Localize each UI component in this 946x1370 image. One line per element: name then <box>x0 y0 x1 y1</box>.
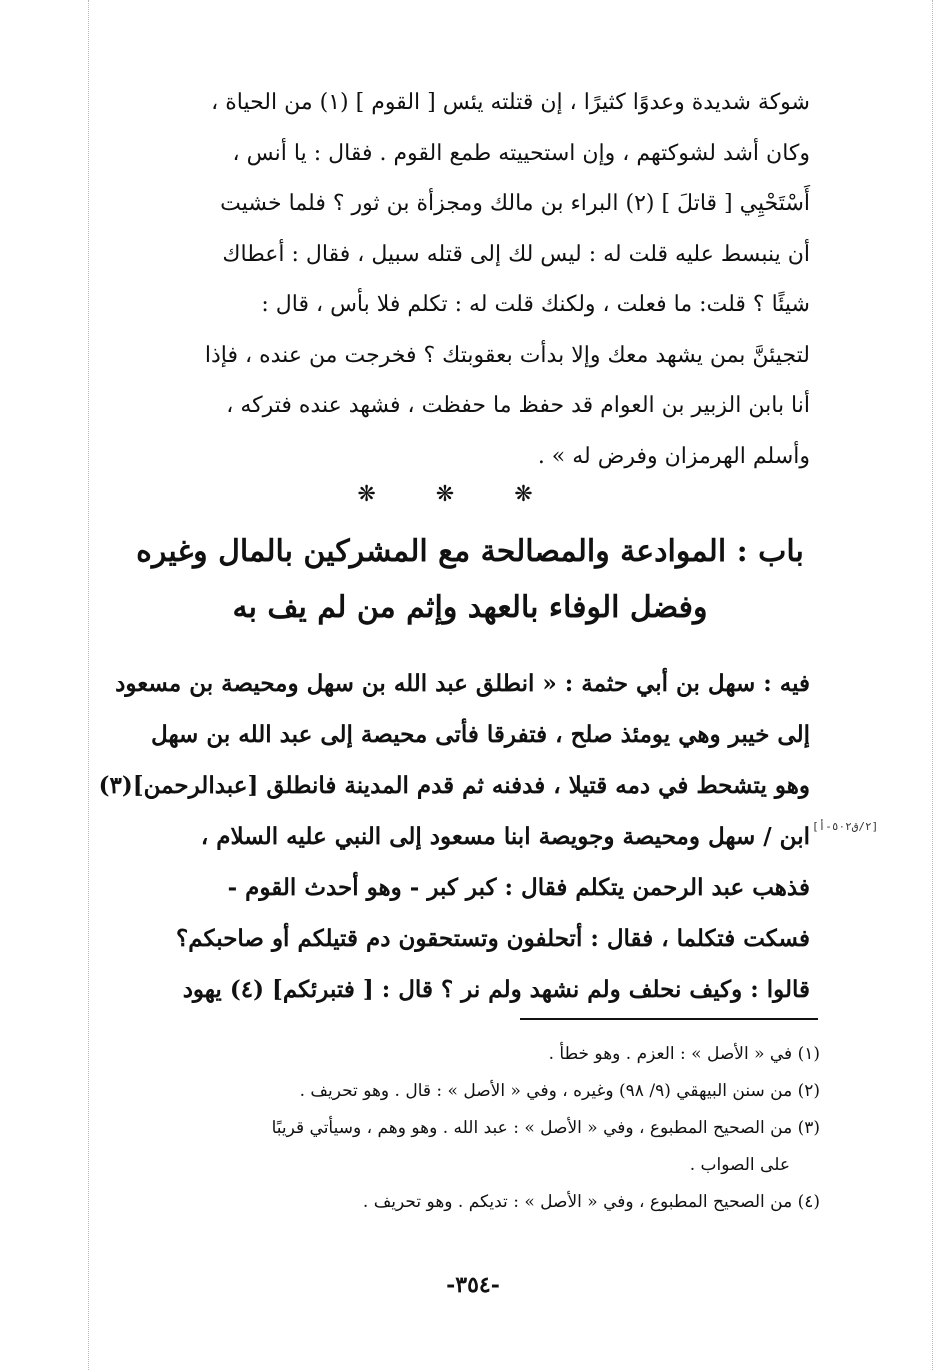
text-line: لتجيئنَّ بمن يشهد معك وإلا بدأت بعقوبتك ؟ فخرجت من عنده ، فإذا <box>204 342 810 368</box>
chapter-heading-line-2: وفضل الوفاء بالعهد وإثم من لم يف به <box>232 590 708 625</box>
footnote: (٣) من الصحيح المطبوع ، وفي « الأصل » : عبد الله . وهو وهم ، وسيأتي قريبًا <box>271 1118 820 1138</box>
section-separator: ❋❋❋ <box>357 482 593 507</box>
footnote: (١) في « الأصل » : العزم . وهو خطأ . <box>548 1044 820 1064</box>
text-line: وكان أشد لشوكتهم ، وإن استحييته طمع القوم . فقال : يا أنس ، <box>232 140 810 166</box>
text-line: أَسْتَحْيِي [ قاتلَ ] (٢) البراء بن مالك ومجزأة بن ثور ؟ فلما خشيت <box>220 191 810 216</box>
footnotes <box>130 1036 820 1221</box>
text-line: إلى خيبر وهي يومئذ صلح ، فتفرقا فأتى محيصة إلى عبد الله بن سهل <box>151 721 810 748</box>
text-line: أنا بابن الزبير بن العوام قد حفظ ما حفظت ، فشهد عنده فتركه ، <box>226 393 810 418</box>
footnote-divider <box>520 1018 818 1020</box>
text-line: فذهب عبد الرحمن يتكلم فقال : كبر كبر - وهو أحدث القوم - <box>227 874 810 901</box>
text-line: وهو يتشحط في دمه قتيلا ، فدفنه ثم قدم المدينة فانطلق [عبدالرحمن](٣) <box>98 772 810 799</box>
footnote: (٢) من سنن البيهقي (٩/ ٩٨) وغيره ، وفي « الأصل » : قال . وهو تحريف . <box>299 1081 820 1101</box>
text-line: وأسلم الهرمزان وفرض له » . <box>537 443 810 469</box>
text-line: أن ينبسط عليه قلت له : ليس لك إلى قتله سبيل ، فقال : أعطاك <box>222 241 810 267</box>
text-line: شيئًا ؟ قلت: ما فعلت ، ولكنك قلت له : تكلم فلا بأس ، قال : <box>261 292 810 317</box>
page-number: -٣٥٤- <box>446 1272 500 1298</box>
footnote: (٤) من الصحيح المطبوع ، وفي « الأصل » : تديكم . وهو تحريف . <box>362 1192 820 1212</box>
body-paragraph-1 <box>100 78 810 482</box>
text-line: فسكت فتكلما ، فقال : أتحلفون وتستحقون دم قتيلكم أو صاحبكم؟ <box>176 925 810 952</box>
body-paragraph-2 <box>100 658 810 1015</box>
manuscript-margin-reference: [٢/ق٥٠٢-أ] <box>812 820 879 833</box>
text-line: ابن / سهل ومحيصة وجويصة ابنا مسعود إلى النبي عليه السلام ، <box>200 823 810 850</box>
text-line: فيه : سهل بن أبي حثمة : « انطلق عبد الله بن سهل ومحيصة بن مسعود <box>115 670 810 697</box>
text-line: قالوا : وكيف نحلف ولم نشهد ولم نر ؟ قال : [ فتبرئكم] (٤) يهود <box>182 976 810 1003</box>
chapter-heading-line-1: باب : الموادعة والمصالحة مع المشركين بالمال وغيره <box>136 534 804 569</box>
footnote-continuation: على الصواب . <box>689 1155 790 1175</box>
text-line: شوكة شديدة وعدوًا كثيرًا ، إن قتلته يئس [ القوم ] (١) من الحياة ، <box>211 90 810 115</box>
